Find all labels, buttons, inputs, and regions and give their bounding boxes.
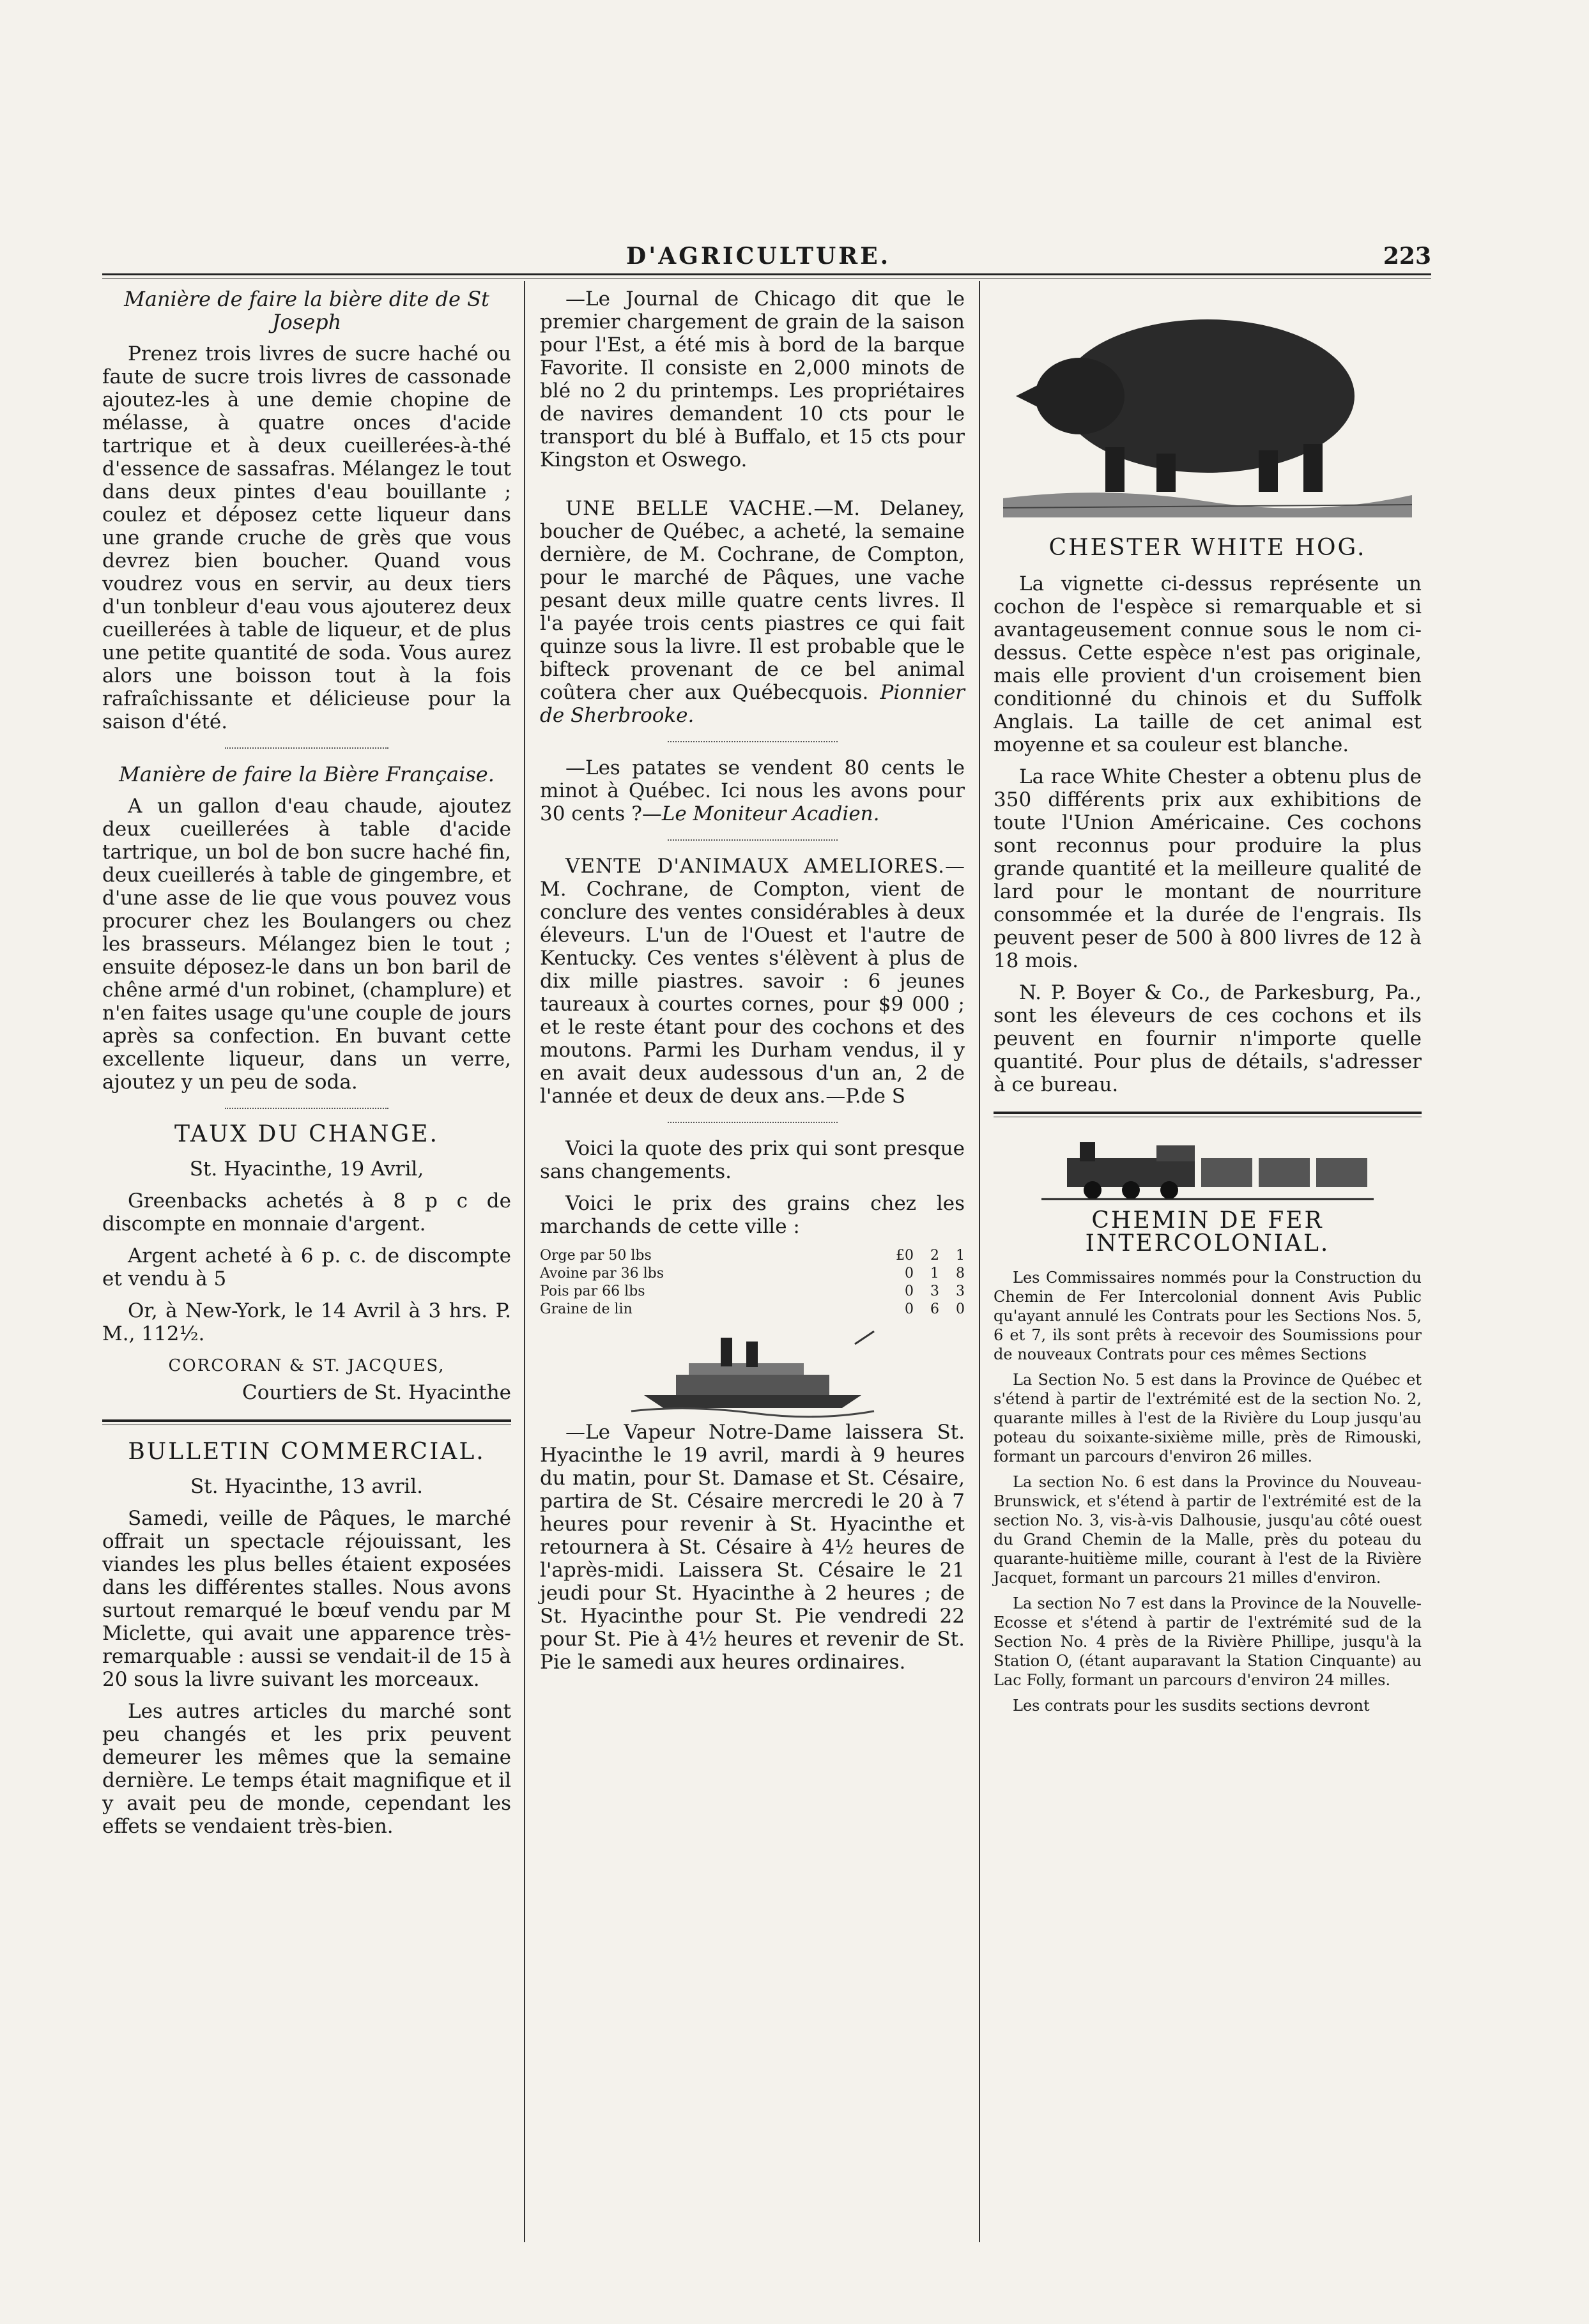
exchange-line: Or, à New-York, le 14 Avril à 3 hrs. P. M., 112½. <box>102 1299 511 1345</box>
running-title: D'AGRICULTURE. <box>626 243 891 270</box>
article-text: Voici la quote des prix qui sont presque sans changements. <box>540 1137 965 1183</box>
article-text: —Le Journal de Chicago dit que le premier chargement de grain de la saison pour l'Est, a été mis à bord de la barque Favorite. Il consiste en 2,000 minots de blé no 2 du printemps. Les propriétaires de navires demandent 10 cts pour le transport du blé à Buffalo, et 15 cts pour Kingston et Oswego. <box>540 287 965 471</box>
section-rule <box>994 1112 1422 1117</box>
grain-price-table <box>540 1247 965 1319</box>
article-text: La race White Chester a obtenu plus de 350 différents prix aux exhibitions de toute l'Union Américaine. Ces cochons sont reconnus pour produire la plus grande quantité et la meilleure qualité de lard pour le montant de nourriture consommée et la durée de l'engrais. Ils peuvent peser de 500 à 800 livres de 12 à 18 mois. <box>994 765 1422 972</box>
price-item: Avoine par 36 lbs <box>540 1265 664 1281</box>
price-item: Graine de lin <box>540 1301 633 1317</box>
article-heading-taux-du-change: TAUX DU CHANGE. <box>174 1121 440 1147</box>
article-text: —M. Delaney, boucher de Québec, a acheté, la semaine dernière, de M. Cochrane, de Compton, pour le marché de Pâques, une vache pesant deux mille quatre cents livres. Il l'a payée trois cents piastres ce qui fait quinze sous la livre. Il est probable que le bifteck provenant de ce bel animal coûtera cher aux Québecquois. <box>540 497 965 704</box>
separator <box>225 747 388 749</box>
notice-paragraph: La section No 7 est dans la Province de la Nouvelle-Ecosse et s'étend à partir de l'extrémité sud de la Section No. 4 près de la Rivière Phillipe, jusqu'à la Station O, (étant auparavant la Station Cinquante) au Lac Folly, formant un parcours d'environ 24 milles. <box>994 1594 1422 1689</box>
source-credit: Le Moniteur Acadien. <box>661 802 880 825</box>
lead-in: UNE BELLE VACHE. <box>565 497 814 520</box>
steamboat-illustration <box>625 1325 880 1421</box>
price-pence: 3 <box>956 1283 965 1299</box>
price-row <box>540 1247 965 1265</box>
notice-paragraph: La section No. 6 est dans la Province du Nouveau-Brunswick, et s'étend à partir de l'extrémité est de la section No. 3, vis-à-vis Dalhousie, jusqu'au côté ouest du Grand Chemin de la Malle, près du poteau du quarante-huitième mille, courant à l'est de la Rivière Jacquet, formant un parcours 21 milles d'environ. <box>994 1473 1422 1587</box>
column-3 <box>994 287 1422 1722</box>
article-text: A un gallon d'eau chaude, ajoutez deux cueillerées à table d'acide tartrique, un bol de bon sucre haché fin, deux cueillerés à table de gingembre, et d'une asse de lie que vous pouvez vous procurer chez les Boulangers ou chez les brasseurs. Mélangez bien le tout ; ensuite déposez-le dans un bon baril de chêne armé d'un robinet, (champlure) et n'en faites usage qu'une couple de jours après sa confection. En buvant cette excellente liqueur, dans un verre, ajoutez y un peu de soda. <box>102 795 511 1094</box>
article-heading-biere-francaise: Manière de faire la Bière Française. <box>119 762 495 786</box>
column-divider-1 <box>524 281 525 2242</box>
locomotive-illustration <box>1041 1133 1374 1203</box>
signature-location: Courtiers de St. Hyacinthe <box>242 1381 511 1404</box>
price-pence: 0 <box>956 1301 965 1317</box>
price-shillings: 3 <box>930 1283 939 1299</box>
separator <box>668 741 838 742</box>
article-text: Voici le prix des grains chez les marchands de cette ville : <box>540 1192 965 1238</box>
signature-brokers: CORCORAN & ST. JACQUES, <box>168 1356 445 1375</box>
dateline: St. Hyacinthe, 19 Avril, <box>189 1158 424 1181</box>
source-credit: Pionnier de Sherbrooke. <box>540 681 965 727</box>
column-2 <box>540 287 965 1683</box>
price-pence: 8 <box>956 1265 965 1281</box>
price-row <box>540 1265 965 1283</box>
price-pounds: £0 <box>896 1248 914 1264</box>
notice-paragraph: Les contrats pour les susdits sections devront <box>1013 1697 1370 1715</box>
price-pounds: 0 <box>905 1301 914 1317</box>
article-text: —Le Vapeur Notre-Dame laissera St. Hyacinthe le 19 avril, mardi à 9 heures du matin, pour St. Damase et St. Césaire, partira de St. Césaire mercredi le 20 à 7 heures pour revenir à St. Hyacinthe et retournera à St. Césaire à 4½ heures de l'après-midi. Laissera St. Césaire le 21 jeudi pour St. Hyacinthe à 2 heures ; de St. Hyacinthe pour St. Pie vendredi 22 pour St. Pie à 4½ heures et revenir de St. Pie le samedi aux heures ordinaires. <box>540 1421 965 1674</box>
header-rule <box>102 273 1431 275</box>
price-row <box>540 1283 965 1301</box>
column-divider-2 <box>979 281 980 2242</box>
railway-notice <box>994 1268 1422 1715</box>
separator <box>668 839 838 841</box>
article-heading-biere-st-joseph: Manière de faire la bière dite de St Joseph <box>124 287 489 334</box>
notice-paragraph: La Section No. 5 est dans la Province de Québec et s'étend à partir de l'extrémité est de la section No. 2, quarante milles à l'est de la Rivière du Loup jusqu'au poteau du soixante-sixième mille, près de Rimouski, formant un parcours d'environ 26 milles. <box>994 1371 1422 1465</box>
article-text: Samedi, veille de Pâques, le marché offrait un spectacle réjouissant, les viandes les plus belles étaient exposées dans les différentes stalles. Nous avons surtout remarqué le bœuf vendu par M Miclette, qui avait une apparence très-remarquable : aussi se vendait-il de 15 à 20 sous la livre suivant les morceaux. <box>102 1507 511 1691</box>
article-text: N. P. Boyer & Co., de Parkesburg, Pa., sont les éleveurs de ces cochons et ils peuvent en fournir n'importe quelle quantité. Pour plus de détails, s'adresser à ce bureau. <box>994 981 1422 1096</box>
page-number: 223 <box>1383 243 1431 270</box>
price-pounds: 0 <box>905 1265 914 1281</box>
article-text: La vignette ci-dessus représente un cochon de l'espèce si remarquable et si avantageusement connue sous le nom ci-dessus. Cette espèce n'est pas originale, mais elle provient d'un croisement bien conditionné du chinois et du Suffolk Anglais. La taille de cet animal est moyenne et sa couleur est blanche. <box>994 572 1422 756</box>
price-item: Orge par 50 lbs <box>540 1248 652 1264</box>
notice-paragraph: Les Commissaires nommés pour la Construction du Chemin de Fer Intercolonial donnent Avis Public qu'ayant annulé les Contrats pour les Sections Nos. 5, 6 et 7, ils sont prêts à recevoir des Soumissions pour de nouveaux Contrats pour ces mêmes Sections <box>994 1269 1422 1363</box>
price-shillings: 2 <box>930 1248 939 1264</box>
article-text: —M. Cochrane, de Compton, vient de conclure des ventes considérables à deux éleveurs. L'un de l'Ouest et l'autre de Kentucky. Ces ventes s'élèvent à plus de dix mille piastres. savoir : 6 jeunes taureaux à courtes cornes, pour $9 000 ; et le reste étant pour des cochons et des moutons. Parmi les Durham vendus, il y en avait deux audessous d'un an, 2 de l'année et deux de deux ans.—P.de S <box>540 855 965 1108</box>
article-text: —Les patates se vendent 80 cents le minot à Québec. Ici nous les avons pour 30 cents ?— <box>540 756 965 825</box>
figure-caption-chester-white-hog: CHESTER WHITE HOG. <box>1048 535 1367 561</box>
exchange-line: Argent acheté à 6 p. c. de discompte et vendu à 5 <box>102 1244 511 1290</box>
separator <box>668 1122 838 1123</box>
price-row <box>540 1301 965 1319</box>
article-text: Les autres articles du marché sont peu changés et les prix peuvent demeurer les mêmes que la semaine dernière. Le temps était magnifique et il y avait peu de monde, cependant les effets se vendaient très-bien. <box>102 1700 511 1838</box>
price-pounds: 0 <box>905 1283 914 1299</box>
price-item: Pois par 66 lbs <box>540 1283 645 1299</box>
article-heading-bulletin-commercial: BULLETIN COMMERCIAL. <box>128 1439 486 1465</box>
article-heading-chemin-de-fer: CHEMIN DE FER INTERCOLONIAL. <box>1085 1207 1330 1257</box>
hog-illustration <box>1003 287 1412 530</box>
section-rule <box>102 1419 511 1425</box>
price-pence: 1 <box>956 1248 965 1264</box>
page-header <box>102 243 1431 268</box>
price-shillings: 6 <box>930 1301 939 1317</box>
lead-in: VENTE D'ANIMAUX AMELIORES. <box>565 855 945 878</box>
column-1 <box>102 287 511 1847</box>
dateline: St. Hyacinthe, 13 avril. <box>190 1475 423 1498</box>
price-shillings: 1 <box>930 1265 939 1281</box>
exchange-line: Greenbacks achetés à 8 p c de discompte en monnaie d'argent. <box>102 1189 511 1235</box>
separator <box>225 1108 388 1109</box>
article-text: Prenez trois livres de sucre haché ou faute de sucre trois livres de cassonade ajoutez-les à une demie chopine de mélasse, à quatre onces d'acide tartrique et à deux cueillerées-à-thé d'essence de sassafras. Mélangez le tout dans deux pintes d'eau bouillante ; coulez et déposez cette liqueur dans une grande cruche de grès que vous devrez bien boucher. Quand vous voudrez vous en servir, au deux tiers d'un tonbleur d'eau vous ajouterez deux cueillerées à table de liqueur, et de plus une petite quantité de soda. Vous aurez alors une boisson tout à la fois rafraîchissante et délicieuse pour la saison d'été. <box>102 342 512 733</box>
